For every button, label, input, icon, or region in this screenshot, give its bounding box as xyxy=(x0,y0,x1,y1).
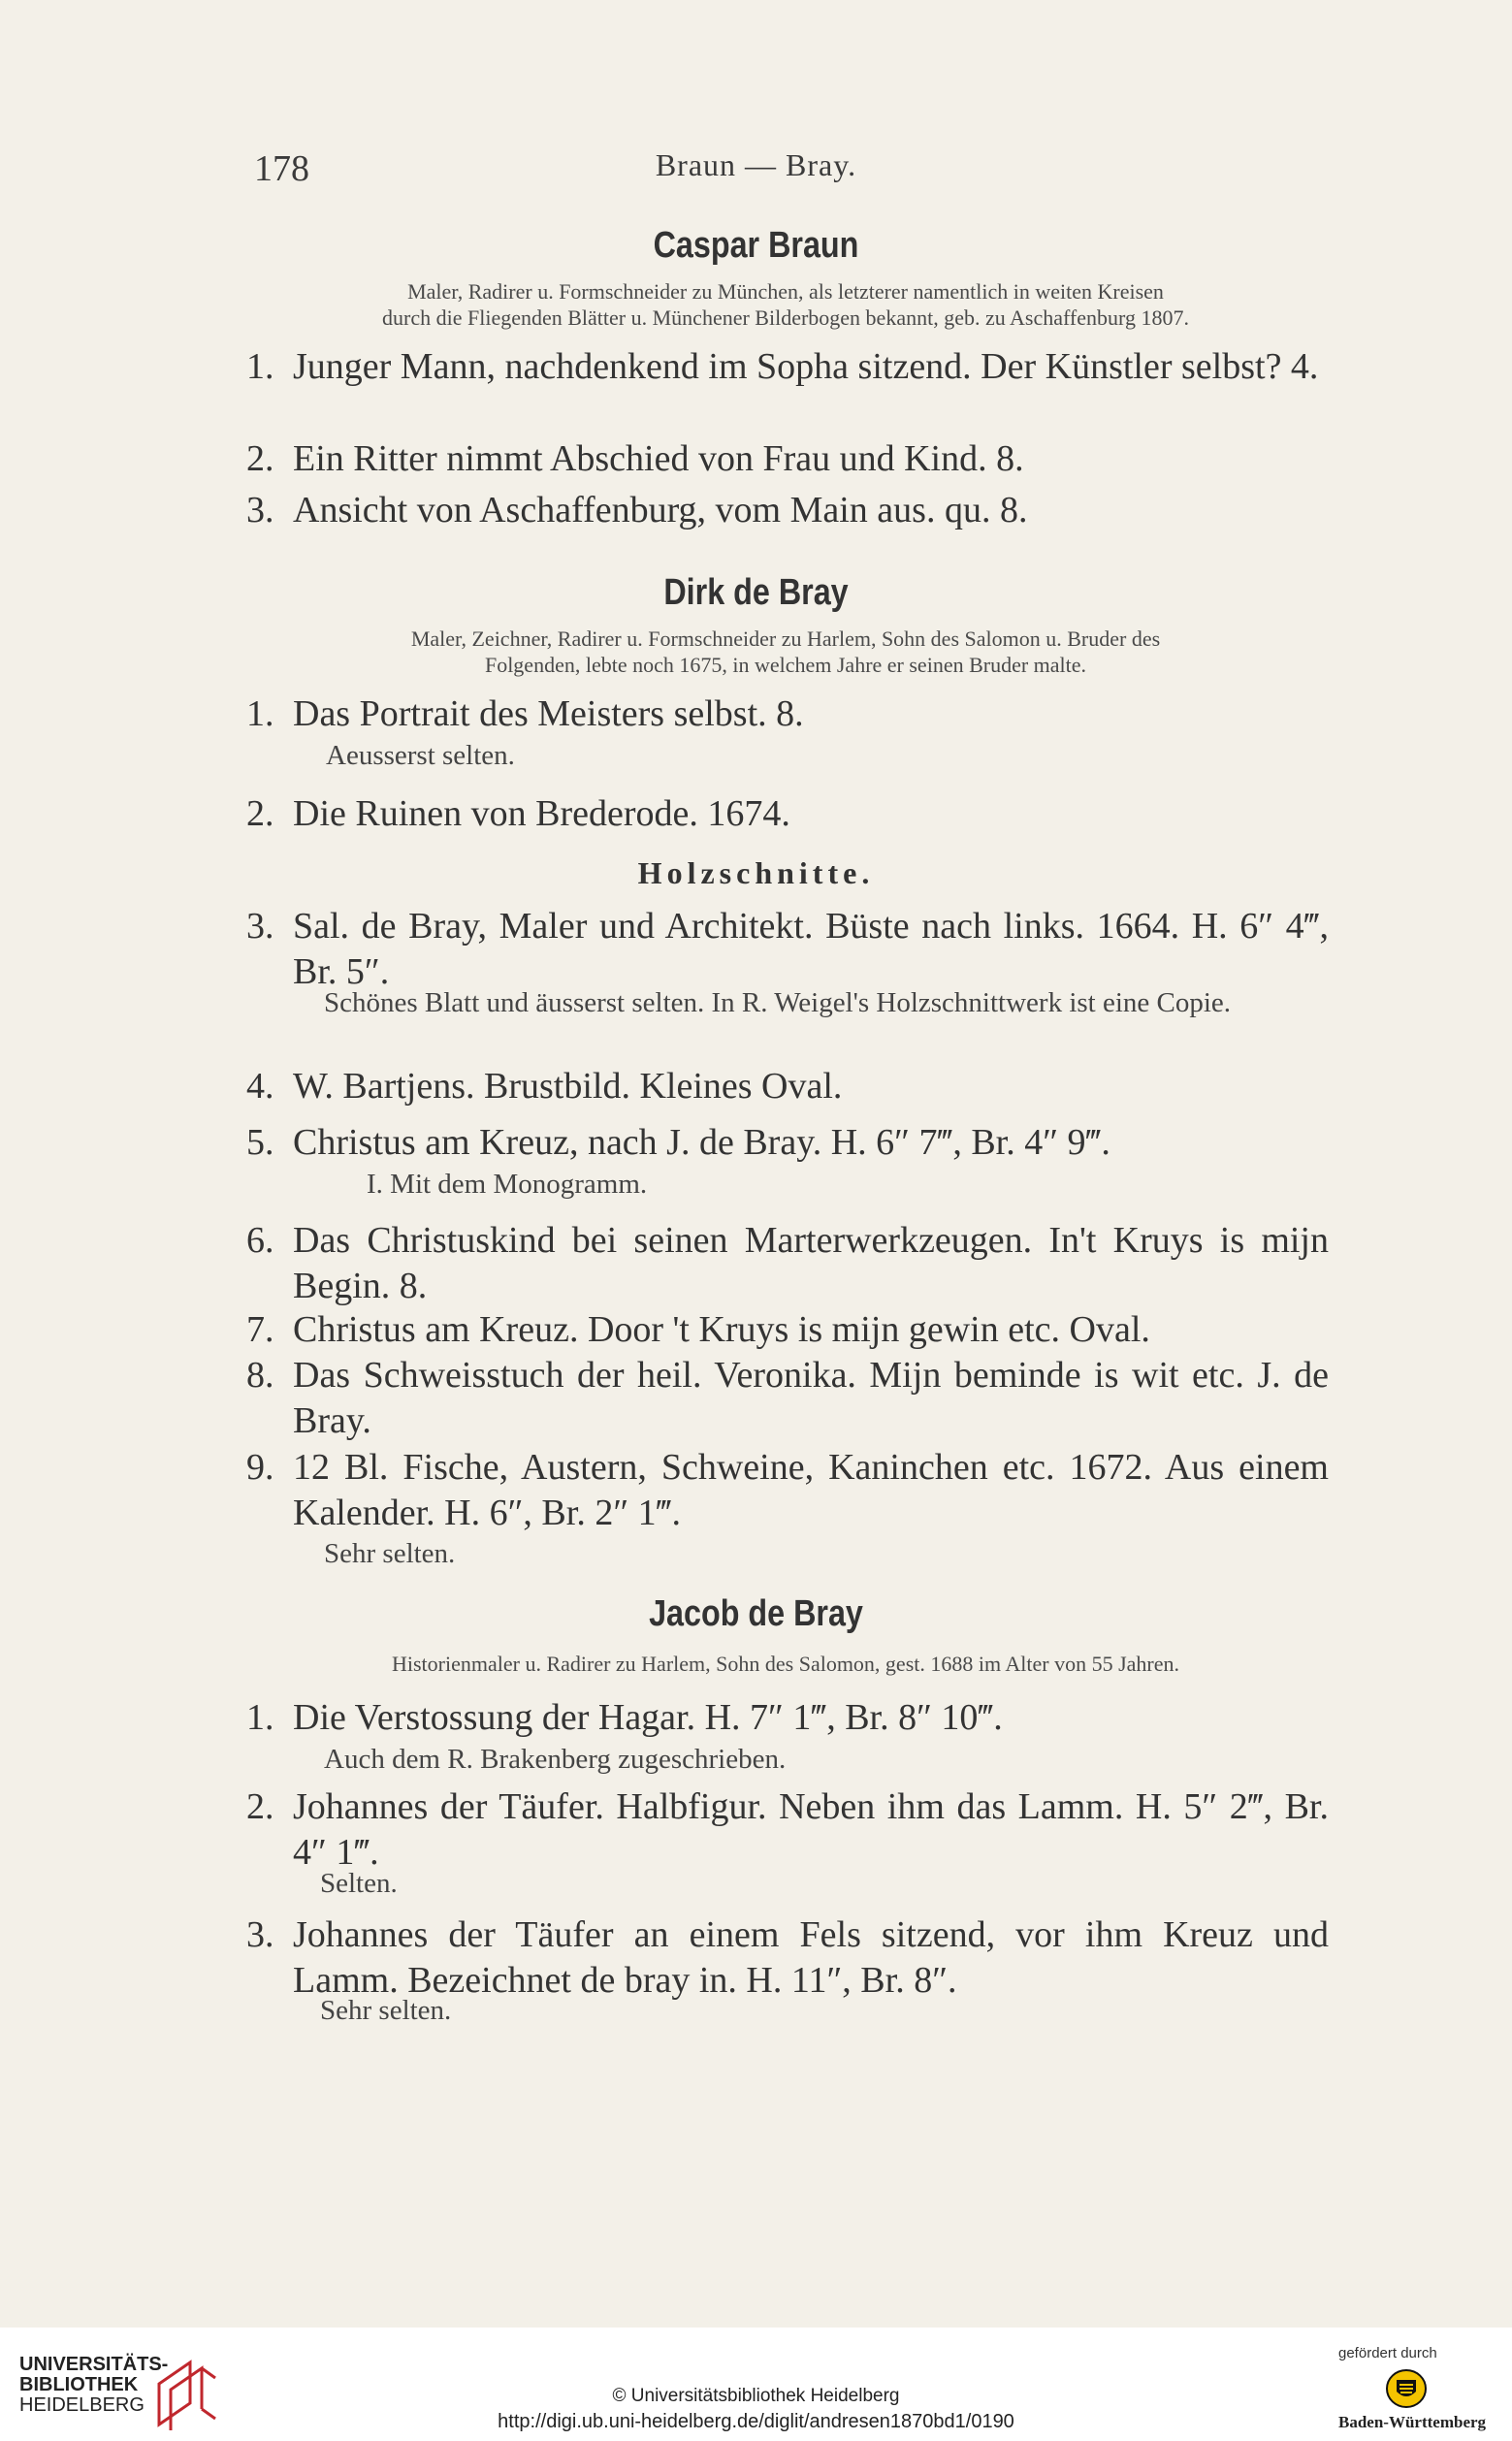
catalogue-entry xyxy=(246,791,1329,837)
entry-number: 4. xyxy=(246,1066,274,1107)
catalogue-entry xyxy=(246,436,1329,482)
catalogue-entry xyxy=(246,1120,1329,1166)
artist-heading-dirk-de-bray: Dirk de Bray xyxy=(663,572,849,613)
entry-note: Auch dem R. Brakenberg zugeschrieben. xyxy=(324,1744,787,1775)
catalogue-entry xyxy=(246,1353,1329,1444)
catalogue-entry xyxy=(246,1064,1329,1109)
entry-number: 3. xyxy=(246,906,274,947)
entry-note: Sehr selten. xyxy=(320,1995,452,2026)
subheading-woodcuts: Holzschnitte. xyxy=(637,855,875,890)
entry-text: W. Bartjens. Brustbild. Kleines Oval. xyxy=(293,1066,843,1107)
entry-number: 3. xyxy=(246,1914,274,1955)
catalogue-entry xyxy=(246,1218,1329,1309)
bio-line: Maler, Zeichner, Radirer u. Formschneider zu Harlem, Sohn des Salomon u. Bruder des xyxy=(410,626,1161,651)
baden-wuerttemberg-seal-icon[interactable] xyxy=(1385,2368,1428,2409)
entry-text: Johannes der Täufer an einem Fels sitzend, vor ihm Kreuz und Lamm. Bezeichnet de bray in. H. 11″, Br. 8″. xyxy=(293,1914,1329,2001)
entry-number: 2. xyxy=(246,438,274,479)
catalogue-entry xyxy=(246,1445,1329,1536)
library-name-line: BIBLIOTHEK xyxy=(19,2374,139,2395)
entry-text: Das Schweisstuch der heil. Veronika. Mijn beminde is wit etc. J. de Bray. xyxy=(293,1355,1329,1441)
catalogue-entry xyxy=(246,904,1329,995)
entry-text: Junger Mann, nachdenkend im Sopha sitzend. Der Künstler selbst? 4. xyxy=(293,346,1319,387)
bio-line: Folgenden, lebte noch 1675, in welchem Jahre er seinen Bruder malte. xyxy=(484,653,1087,677)
entry-number: 1. xyxy=(246,693,274,734)
catalogue-entry xyxy=(246,1695,1329,1741)
entry-text: Das Portrait des Meisters selbst. 8. xyxy=(293,693,804,734)
entry-text: Ansicht von Aschaffenburg, vom Main aus. qu. 8. xyxy=(293,490,1028,530)
library-name-line: UNIVERSITÄTS- xyxy=(19,2354,169,2375)
copyright-notice: © Universitätsbibliothek Heidelberg xyxy=(612,2386,900,2406)
entry-number: 3. xyxy=(246,490,274,530)
page-number: 178 xyxy=(254,148,309,189)
digitization-footer xyxy=(0,2328,1512,2441)
entry-number: 9. xyxy=(246,1447,274,1488)
entry-text: Christus am Kreuz. Door 't Kruys is mijn gewin etc. Oval. xyxy=(293,1309,1150,1350)
catalogue-entry xyxy=(246,488,1329,533)
bio-line: Historienmaler u. Radirer zu Harlem, Sohn des Salomon, gest. 1688 im Alter von 55 Jahren. xyxy=(391,1652,1179,1676)
entry-note: I. Mit dem Monogramm. xyxy=(367,1169,648,1200)
entry-number: 6. xyxy=(246,1220,274,1261)
entry-text: Johannes der Täufer. Halbfigur. Neben ihm das Lamm. H. 5″ 2‴, Br. 4″ 1‴. xyxy=(293,1786,1329,1873)
catalogue-entry xyxy=(246,1912,1329,2004)
catalogue-entry xyxy=(246,1307,1329,1353)
artist-heading-jacob-de-bray: Jacob de Bray xyxy=(649,1593,863,1634)
entry-note: Aeusserst selten. xyxy=(326,740,515,771)
entry-number: 7. xyxy=(246,1309,274,1350)
artist-bio xyxy=(291,278,1280,331)
entry-number: 2. xyxy=(246,793,274,834)
entry-note: Selten. xyxy=(320,1868,398,1899)
entry-text: Ein Ritter nimmt Abschied von Frau und Kind. 8. xyxy=(293,438,1024,479)
entry-text: Christus am Kreuz, nach J. de Bray. H. 6″ 7‴, Br. 4″ 9‴. xyxy=(293,1122,1110,1163)
entry-number: 1. xyxy=(246,1697,274,1738)
entry-number: 1. xyxy=(246,346,274,387)
catalogue-entry xyxy=(246,691,1329,737)
entry-number: 8. xyxy=(246,1355,274,1396)
funded-by-label: gefördert durch xyxy=(1338,2345,1437,2361)
catalogue-entry xyxy=(246,1784,1329,1876)
entry-number: 5. xyxy=(246,1122,274,1163)
catalogue-entry xyxy=(246,344,1329,390)
funder-name: Baden-Württemberg xyxy=(1338,2413,1487,2431)
artist-heading-caspar-braun: Caspar Braun xyxy=(653,225,859,266)
entry-text: Sal. de Bray, Maler und Architekt. Büste nach links. 1664. H. 6″ 4‴, Br. 5″. xyxy=(293,906,1329,992)
entry-text: Die Verstossung der Hagar. H. 7″ 1‴, Br. 8″ 10‴. xyxy=(293,1697,1003,1738)
bio-line: Maler, Radirer u. Formschneider zu München, als letzterer namentlich in weiten Kreisen xyxy=(407,279,1164,304)
entry-note: Sehr selten. xyxy=(324,1538,456,1569)
running-head: Braun — Bray. xyxy=(655,147,857,182)
artist-bio xyxy=(291,626,1280,678)
bio-line: durch die Fliegenden Blätter u. Münchener Bilderbogen bekannt, geb. zu Aschaffenburg 1807. xyxy=(382,305,1189,330)
entry-text: Das Christuskind bei seinen Marterwerkzeugen. In't Kruys is mijn Begin. 8. xyxy=(293,1220,1329,1306)
artist-bio xyxy=(291,1651,1280,1677)
entry-note: Schönes Blatt und äusserst selten. In R. Weigel's Holzschnittwerk ist eine Copie. xyxy=(324,987,1232,1018)
library-name-line: HEIDELBERG xyxy=(19,2394,145,2416)
entry-text: 12 Bl. Fische, Austern, Schweine, Kaninchen etc. 1672. Aus einem Kalender. H. 6″, Br. 2″ 1‴. xyxy=(293,1447,1329,1533)
entry-text: Die Ruinen von Brederode. 1674. xyxy=(293,793,790,834)
permalink-url[interactable]: http://digi.ub.uni-heidelberg.de/diglit/andresen1870bd1/0190 xyxy=(498,2411,1014,2432)
entry-number: 2. xyxy=(246,1786,274,1827)
